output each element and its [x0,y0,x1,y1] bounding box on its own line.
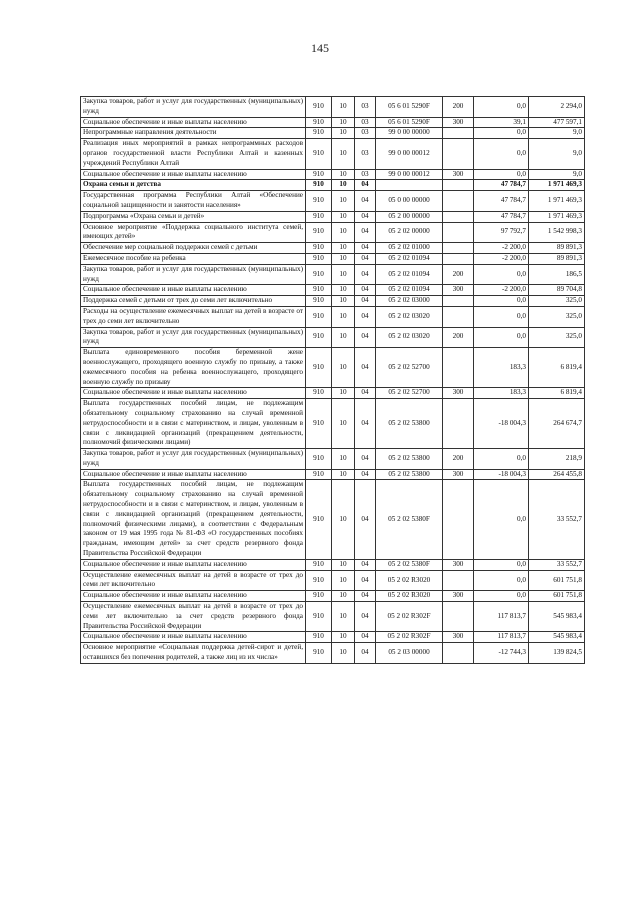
cell-admin-code: 910 [306,117,332,128]
budget-table-body [81,97,585,664]
cell-amount-change: 117 813,7 [474,602,529,632]
cell-section: 10 [332,139,355,169]
cell-amount-total: 9,0 [529,139,585,169]
cell-expense-type [443,643,474,664]
table-row [81,348,585,388]
cell-target-article: 05 2 02 52700 [376,388,443,399]
cell-target-article [376,180,443,191]
table-row [81,169,585,180]
cell-amount-total: 545 983,4 [529,602,585,632]
cell-expense-type [443,180,474,191]
cell-name: Социальное обеспечение и иные выплаты населению [81,591,306,602]
table-row [81,253,585,264]
cell-name: Закупка товаров, работ и услуг для государственных (муниципальных) нужд [81,327,306,348]
cell-admin-code: 910 [306,264,332,285]
table-row [81,469,585,480]
cell-amount-change: -18 004,3 [474,399,529,449]
cell-admin-code: 910 [306,139,332,169]
cell-name: Социальное обеспечение и иные выплаты населению [81,388,306,399]
cell-amount-total: 477 597,1 [529,117,585,128]
cell-expense-type: 300 [443,591,474,602]
cell-expense-type [443,399,474,449]
cell-section: 10 [332,180,355,191]
cell-subsection: 04 [355,306,376,327]
cell-subsection: 04 [355,591,376,602]
cell-section: 10 [332,469,355,480]
cell-admin-code: 910 [306,306,332,327]
cell-section: 10 [332,117,355,128]
cell-name: Социальное обеспечение и иные выплаты населению [81,169,306,180]
cell-subsection: 04 [355,264,376,285]
cell-target-article: 05 0 00 00000 [376,191,443,212]
cell-amount-total: 325,0 [529,327,585,348]
cell-name: Закупка товаров, работ и услуг для государственных (муниципальных) нужд [81,449,306,470]
cell-section: 10 [332,211,355,222]
cell-amount-change: 0,0 [474,306,529,327]
cell-admin-code: 910 [306,469,332,480]
cell-amount-total: 89 891,3 [529,253,585,264]
cell-target-article: 05 2 02 53800 [376,449,443,470]
cell-admin-code: 910 [306,191,332,212]
cell-amount-change: 47 784,7 [474,180,529,191]
cell-admin-code: 910 [306,169,332,180]
cell-name: Основное мероприятие «Поддержка социального института семей, имеющих детей» [81,222,306,243]
cell-subsection: 04 [355,285,376,296]
table-row [81,211,585,222]
cell-expense-type [443,253,474,264]
cell-admin-code: 910 [306,222,332,243]
cell-subsection: 04 [355,296,376,307]
cell-amount-change: 0,0 [474,264,529,285]
table-row [81,264,585,285]
cell-section: 10 [332,449,355,470]
cell-name: Государственная программа Республики Алтай «Обеспечение социальной защищенности и занятости населения» [81,191,306,212]
cell-subsection: 04 [355,602,376,632]
cell-expense-type [443,348,474,388]
cell-subsection: 03 [355,169,376,180]
cell-subsection: 04 [355,211,376,222]
table-row [81,449,585,470]
cell-admin-code: 910 [306,327,332,348]
cell-amount-total: 89 891,3 [529,243,585,254]
cell-section: 10 [332,306,355,327]
cell-admin-code: 910 [306,180,332,191]
cell-section: 10 [332,480,355,559]
cell-section: 10 [332,559,355,570]
table-row [81,591,585,602]
cell-target-article: 99 0 00 00000 [376,128,443,139]
cell-amount-change: 0,0 [474,296,529,307]
cell-target-article: 05 2 02 53800 [376,469,443,480]
cell-amount-change: 97 792,7 [474,222,529,243]
table-row [81,570,585,591]
cell-target-article: 05 2 02 52700 [376,348,443,388]
cell-expense-type: 300 [443,469,474,480]
cell-name: Социальное обеспечение и иные выплаты населению [81,559,306,570]
cell-subsection: 04 [355,327,376,348]
cell-subsection: 04 [355,570,376,591]
cell-name: Основное мероприятие «Социальная поддержка детей-сирот и детей, оставшихся без попечения родителей, а также лиц из их числа» [81,643,306,664]
cell-subsection: 03 [355,117,376,128]
cell-target-article: 99 0 00 00012 [376,139,443,169]
cell-name: Выплата государственных пособий лицам, не подлежащим обязательному социальному страхованию на случай временной нетрудоспособности и в связи с материнством, и лицам, уволенным в связи с ликвидацией организаций (прекращением деятельности, полномочий физическими лицами) [81,399,306,449]
cell-amount-change: -2 200,0 [474,285,529,296]
cell-target-article: 05 2 02 5380F [376,559,443,570]
cell-expense-type [443,306,474,327]
table-row [81,643,585,664]
cell-amount-total: 545 983,4 [529,632,585,643]
cell-expense-type: 300 [443,632,474,643]
cell-target-article: 05 2 02 R302F [376,632,443,643]
cell-amount-total: 33 552,7 [529,559,585,570]
table-row [81,117,585,128]
cell-subsection: 04 [355,243,376,254]
cell-target-article: 05 2 02 R302F [376,602,443,632]
cell-subsection: 04 [355,222,376,243]
cell-subsection: 04 [355,469,376,480]
table-row [81,559,585,570]
cell-admin-code: 910 [306,591,332,602]
budget-table [80,96,585,664]
cell-admin-code: 910 [306,602,332,632]
cell-section: 10 [332,591,355,602]
cell-amount-total: 89 704,8 [529,285,585,296]
cell-expense-type: 200 [443,264,474,285]
cell-admin-code: 910 [306,348,332,388]
cell-admin-code: 910 [306,632,332,643]
cell-section: 10 [332,97,355,118]
cell-admin-code: 910 [306,296,332,307]
cell-name: Социальное обеспечение и иные выплаты населению [81,117,306,128]
cell-expense-type [443,222,474,243]
cell-target-article: 05 2 02 R3020 [376,591,443,602]
cell-target-article: 05 2 02 01094 [376,264,443,285]
cell-target-article: 05 2 03 00000 [376,643,443,664]
cell-subsection: 04 [355,559,376,570]
cell-target-article: 05 2 02 01094 [376,253,443,264]
cell-amount-total: 1 542 998,3 [529,222,585,243]
cell-amount-total: 9,0 [529,128,585,139]
table-row [81,602,585,632]
cell-subsection: 04 [355,191,376,212]
cell-subsection: 03 [355,97,376,118]
cell-expense-type: 300 [443,285,474,296]
cell-admin-code: 910 [306,449,332,470]
cell-amount-change: -2 200,0 [474,253,529,264]
cell-amount-change: 0,0 [474,570,529,591]
cell-expense-type: 200 [443,97,474,118]
cell-subsection: 04 [355,180,376,191]
cell-name: Выплата государственных пособий лицам, не подлежащим обязательному социальному страхованию на случай временной нетрудоспособности и в связи с материнством, и лицам, уволенным в связи с ликвидацией организаций (прекращением деятельности, полномочий физическими лицами), в соответствии с Федеральным законом от 19 мая 1995 года № 81-ФЗ «О государственных пособиях гражданам, имеющим детей» за счет средств резервного фонда Правительства Российской Федерации [81,480,306,559]
cell-amount-total: 601 751,8 [529,570,585,591]
table-row [81,180,585,191]
cell-admin-code: 910 [306,480,332,559]
cell-name: Социальное обеспечение и иные выплаты населению [81,632,306,643]
cell-name: Осуществление ежемесячных выплат на детей в возрасте от трех до семи лет включительно за счет средств резервного фонда Правительства Российской Федерации [81,602,306,632]
cell-amount-total: 6 819,4 [529,348,585,388]
cell-amount-total: 1 971 469,3 [529,180,585,191]
cell-amount-change: 183,3 [474,388,529,399]
cell-subsection: 04 [355,253,376,264]
cell-target-article: 05 6 01 5290F [376,117,443,128]
cell-amount-total: 33 552,7 [529,480,585,559]
cell-amount-total: 325,0 [529,306,585,327]
cell-amount-change: 0,0 [474,480,529,559]
cell-amount-total: 6 819,4 [529,388,585,399]
cell-name: Осуществление ежемесячных выплат на детей в возрасте от трех до семи лет включительно [81,570,306,591]
cell-section: 10 [332,191,355,212]
cell-amount-total: 218,9 [529,449,585,470]
cell-amount-total: 186,5 [529,264,585,285]
cell-amount-change: 47 784,7 [474,211,529,222]
cell-target-article: 05 2 02 00000 [376,222,443,243]
cell-admin-code: 910 [306,570,332,591]
cell-expense-type [443,211,474,222]
cell-target-article: 05 2 02 03020 [376,306,443,327]
cell-amount-change: 0,0 [474,449,529,470]
cell-name: Поддержка семей с детьми от трех до семи лет включительно [81,296,306,307]
cell-section: 10 [332,643,355,664]
cell-subsection: 03 [355,128,376,139]
cell-expense-type [443,243,474,254]
cell-section: 10 [332,253,355,264]
cell-amount-change: -18 004,3 [474,469,529,480]
cell-subsection: 04 [355,480,376,559]
table-row [81,97,585,118]
cell-subsection: 04 [355,348,376,388]
cell-expense-type [443,191,474,212]
cell-section: 10 [332,388,355,399]
cell-section: 10 [332,570,355,591]
cell-name: Охрана семьи и детства [81,180,306,191]
table-row [81,327,585,348]
cell-amount-total: 139 824,5 [529,643,585,664]
cell-target-article: 05 2 02 5380F [376,480,443,559]
cell-name: Социальное обеспечение и иные выплаты населению [81,285,306,296]
cell-amount-change: 183,3 [474,348,529,388]
cell-admin-code: 910 [306,243,332,254]
cell-subsection: 04 [355,388,376,399]
cell-admin-code: 910 [306,285,332,296]
cell-expense-type: 300 [443,169,474,180]
cell-admin-code: 910 [306,559,332,570]
cell-subsection: 04 [355,399,376,449]
cell-expense-type: 300 [443,388,474,399]
cell-amount-change: 47 784,7 [474,191,529,212]
cell-section: 10 [332,128,355,139]
cell-amount-change: 0,0 [474,169,529,180]
cell-admin-code: 910 [306,388,332,399]
cell-amount-total: 9,0 [529,169,585,180]
cell-name: Закупка товаров, работ и услуг для государственных (муниципальных) нужд [81,264,306,285]
cell-amount-change: 117 813,7 [474,632,529,643]
cell-name: Непрограммные направления деятельности [81,128,306,139]
cell-expense-type [443,139,474,169]
cell-admin-code: 910 [306,211,332,222]
cell-section: 10 [332,296,355,307]
cell-expense-type [443,570,474,591]
cell-section: 10 [332,348,355,388]
cell-name: Социальное обеспечение и иные выплаты населению [81,469,306,480]
cell-name: Реализация иных мероприятий в рамках непрограммных расходов органов государственной власти Республики Алтай и казенных учреждений Республики Алтай [81,139,306,169]
cell-section: 10 [332,602,355,632]
cell-name: Выплата единовременного пособия беременной жене военнослужащего, проходящего военную службу по призыву, а также ежемесячного пособия на ребенка военнослужащего, проходящего военную службу по призыву [81,348,306,388]
cell-section: 10 [332,222,355,243]
cell-subsection: 04 [355,643,376,664]
cell-expense-type [443,602,474,632]
cell-admin-code: 910 [306,399,332,449]
cell-admin-code: 910 [306,128,332,139]
cell-amount-change: 0,0 [474,591,529,602]
cell-amount-total: 1 971 469,3 [529,211,585,222]
cell-amount-change: 0,0 [474,139,529,169]
cell-section: 10 [332,285,355,296]
cell-subsection: 03 [355,139,376,169]
cell-expense-type [443,480,474,559]
cell-amount-change: -12 744,3 [474,643,529,664]
cell-target-article: 05 2 00 00000 [376,211,443,222]
table-row [81,191,585,212]
cell-name: Ежемесячное пособие на ребенка [81,253,306,264]
cell-name: Закупка товаров, работ и услуг для государственных (муниципальных) нужд [81,97,306,118]
cell-amount-total: 1 971 469,3 [529,191,585,212]
table-row [81,306,585,327]
table-row [81,388,585,399]
cell-expense-type: 300 [443,559,474,570]
cell-expense-type: 300 [443,117,474,128]
cell-target-article: 05 2 02 01094 [376,285,443,296]
cell-expense-type [443,128,474,139]
cell-amount-total: 601 751,8 [529,591,585,602]
table-row [81,285,585,296]
cell-expense-type [443,296,474,307]
cell-target-article: 05 2 02 03020 [376,327,443,348]
cell-section: 10 [332,632,355,643]
cell-expense-type: 200 [443,449,474,470]
table-row [81,128,585,139]
page-number: 145 [311,41,329,55]
cell-admin-code: 910 [306,643,332,664]
cell-section: 10 [332,243,355,254]
cell-name: Подпрограмма «Охрана семьи и детей» [81,211,306,222]
cell-target-article: 05 6 01 5290F [376,97,443,118]
cell-amount-total: 325,0 [529,296,585,307]
cell-target-article: 05 2 02 03000 [376,296,443,307]
cell-amount-change: 0,0 [474,559,529,570]
cell-subsection: 04 [355,632,376,643]
table-row [81,222,585,243]
cell-admin-code: 910 [306,253,332,264]
cell-target-article: 05 2 02 R3020 [376,570,443,591]
cell-amount-change: 0,0 [474,97,529,118]
cell-section: 10 [332,399,355,449]
table-row [81,480,585,559]
cell-amount-total: 264 674,7 [529,399,585,449]
cell-name: Расходы на осуществление ежемесячных выплат на детей в возрасте от трех до семи лет включительно [81,306,306,327]
table-row [81,399,585,449]
cell-name: Обеспечение мер социальной поддержки семей с детьми [81,243,306,254]
cell-amount-total: 264 455,8 [529,469,585,480]
cell-amount-change: 39,1 [474,117,529,128]
cell-admin-code: 910 [306,97,332,118]
cell-amount-change: -2 200,0 [474,243,529,254]
cell-expense-type: 200 [443,327,474,348]
cell-section: 10 [332,327,355,348]
cell-target-article: 99 0 00 00012 [376,169,443,180]
table-row [81,632,585,643]
cell-target-article: 05 2 02 01000 [376,243,443,254]
cell-section: 10 [332,264,355,285]
table-row [81,139,585,169]
cell-target-article: 05 2 02 53800 [376,399,443,449]
cell-section: 10 [332,169,355,180]
table-row [81,243,585,254]
cell-amount-change: 0,0 [474,128,529,139]
cell-amount-change: 0,0 [474,327,529,348]
cell-subsection: 04 [355,449,376,470]
table-row [81,296,585,307]
cell-amount-total: 2 294,0 [529,97,585,118]
